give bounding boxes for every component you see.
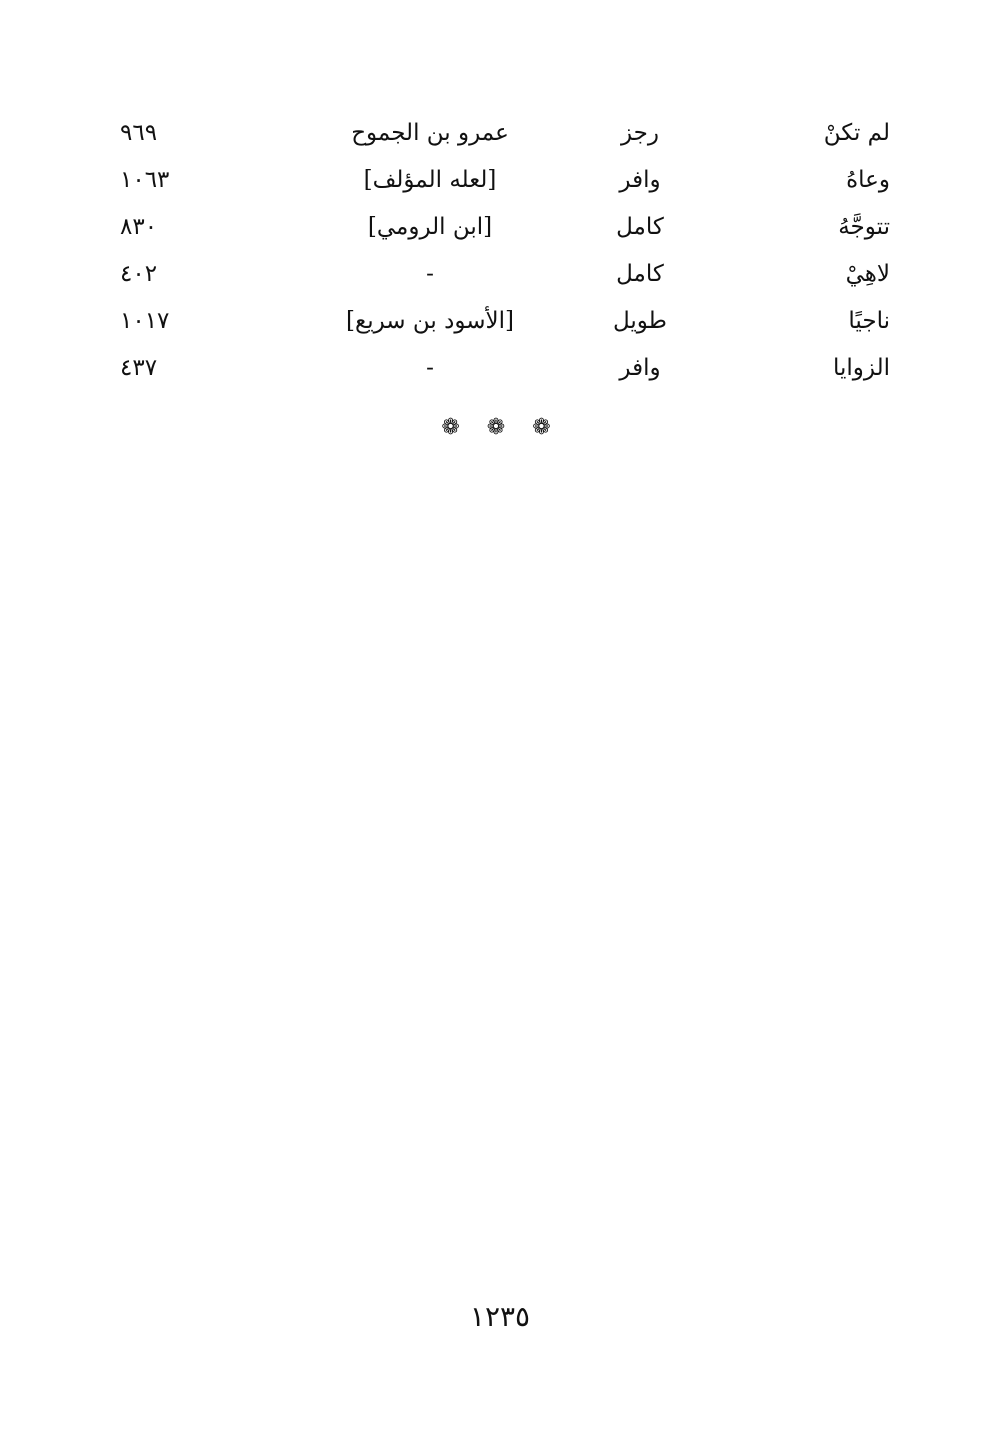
- page-reference: ٤٣٧: [120, 355, 158, 381]
- rhyme-word: لم تكنْ: [823, 120, 890, 146]
- rhyme-word: وعاهُ: [846, 167, 890, 193]
- table-row: [0, 345, 1000, 391]
- meter-name: كامل: [616, 214, 664, 240]
- meter-name: وافر: [619, 167, 661, 193]
- flower-ornament-icon: ❁: [532, 415, 559, 440]
- poet-name: [الأسود بن سريع]: [346, 308, 514, 334]
- page-reference: ٩٦٩: [120, 120, 158, 146]
- flower-ornament-icon: ❁: [486, 415, 514, 440]
- poet-name: عمرو بن الجموح: [351, 120, 509, 146]
- page-reference: ٨٣٠: [120, 214, 158, 240]
- rhyme-word: ناجيًا: [848, 308, 890, 334]
- poet-name: [لعله المؤلف]: [363, 167, 497, 193]
- rhyme-word: الزوايا: [833, 355, 890, 381]
- meter-name: رجز: [620, 120, 659, 146]
- table-row: [0, 298, 1000, 344]
- poet-name: -: [426, 355, 434, 381]
- page-reference: ١٠١٧: [120, 308, 170, 334]
- section-end-ornament: [0, 408, 1000, 448]
- poet-name: [ابن الرومي]: [367, 214, 493, 240]
- table-row: [0, 204, 1000, 250]
- meter-name: كامل: [616, 261, 664, 287]
- rhyme-word: لاهِيْ: [845, 261, 890, 287]
- page-number: ١٢٣٥: [469, 1300, 531, 1333]
- flower-ornament-icon: ❁: [441, 415, 468, 440]
- verse-index-table: [0, 0, 1000, 400]
- table-row: [0, 110, 1000, 156]
- meter-name: طويل: [612, 308, 667, 334]
- rhyme-word: تتوجَّهُ: [838, 214, 890, 240]
- table-row: [0, 251, 1000, 297]
- page-reference: ١٠٦٣: [120, 167, 170, 193]
- poet-name: -: [426, 261, 434, 287]
- page-reference: ٤٠٢: [120, 261, 158, 287]
- meter-name: وافر: [619, 355, 661, 381]
- table-row: [0, 157, 1000, 203]
